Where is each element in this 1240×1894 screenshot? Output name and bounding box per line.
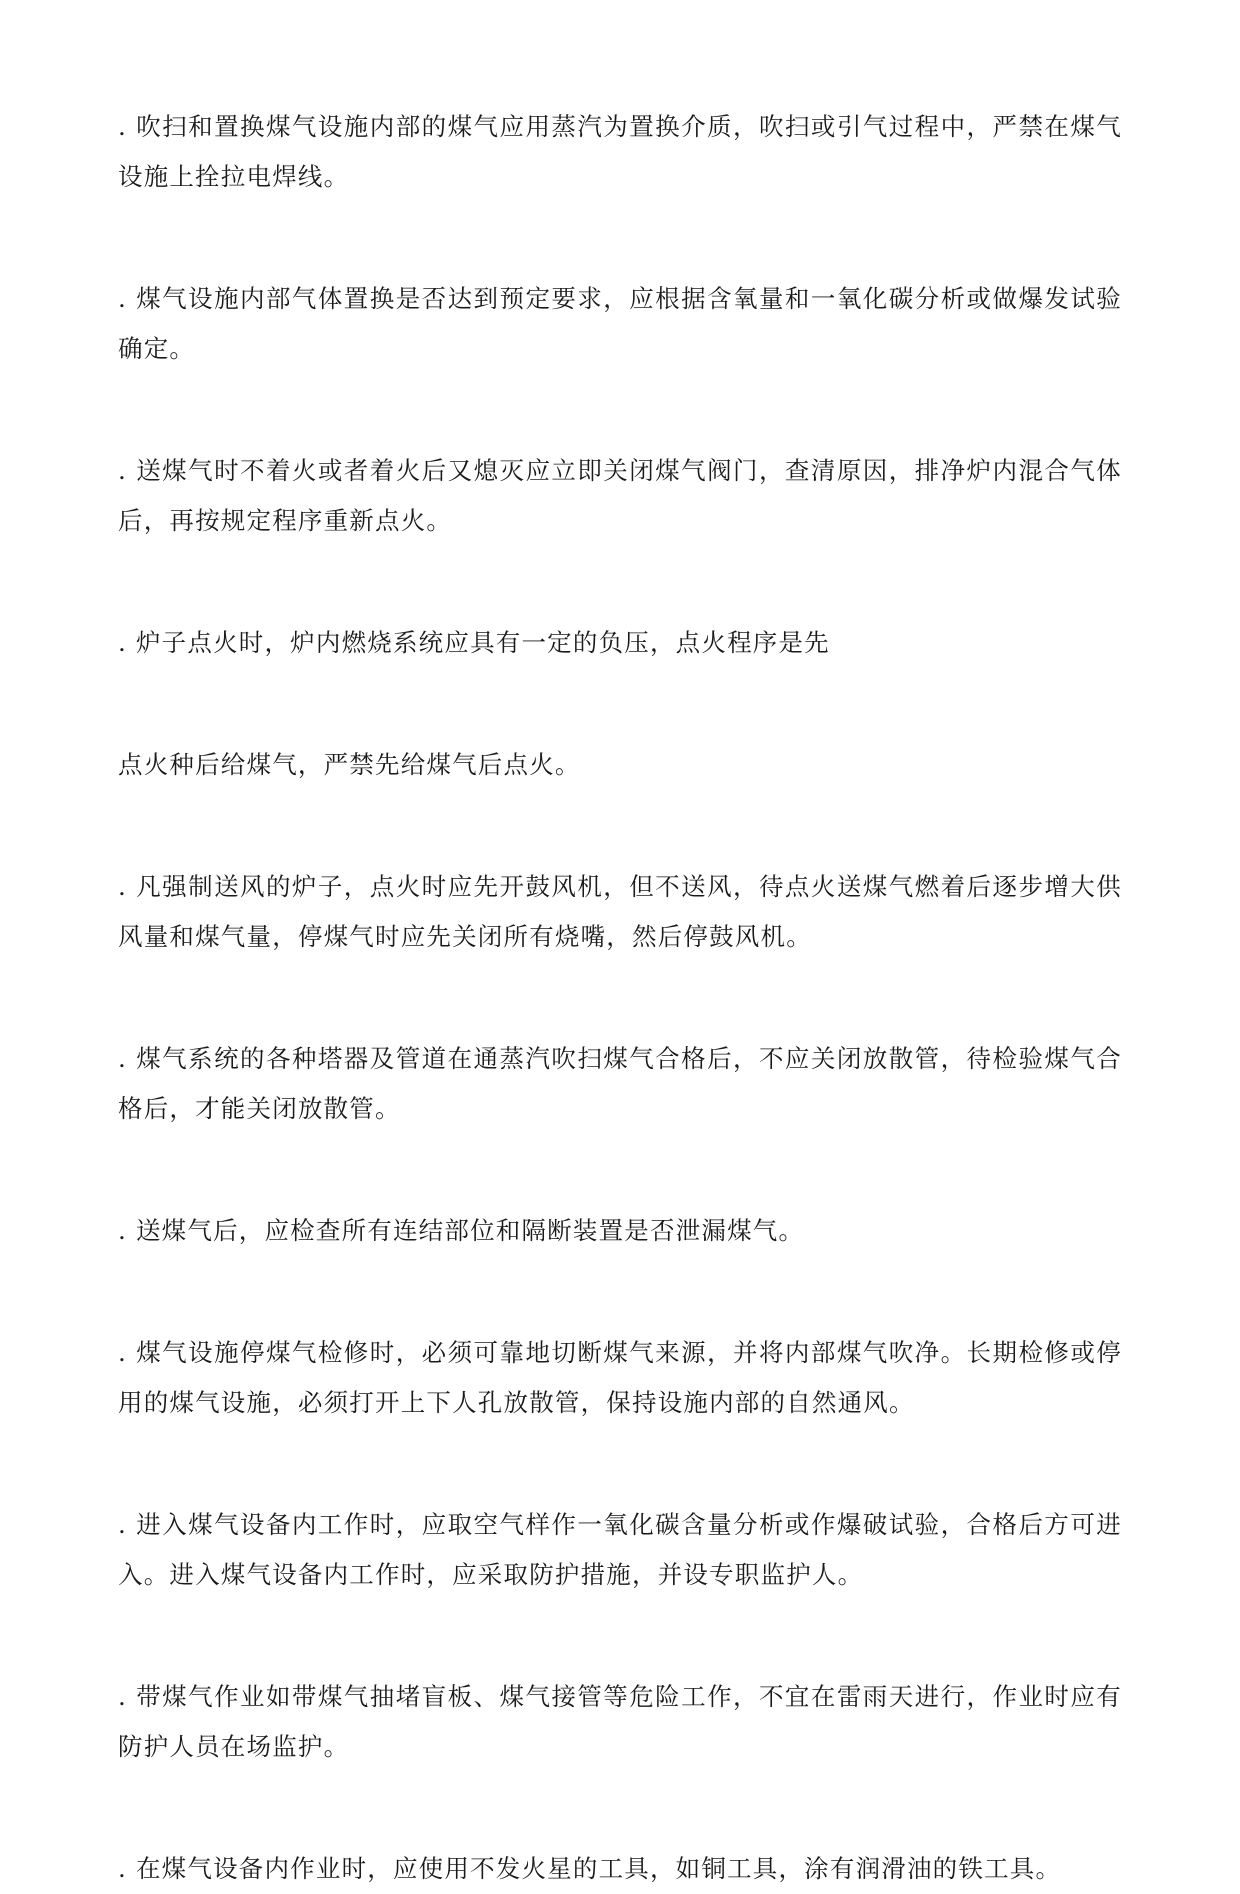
paragraph-purge-replacement: . 吹扫和置换煤气设施内部的煤气应用蒸汽为置换介质，吹扫或引气过程中，严禁在煤气设施上拴拉电焊线。 [118,112,1122,191]
paragraph-maintenance-shutoff: . 煤气设施停煤气检修时，必须可靠地切断煤气来源，并将内部煤气吹净。长期检修或停用的煤气设施，必须打开上下人孔放散管，保持设施内部的自然通风。 [118,1338,1122,1417]
paragraph-non-spark-tools: . 在煤气设备内作业时，应使用不发火星的工具，如铜工具，涂有润滑油的铁工具。 [118,1854,1062,1883]
paragraph-vent-pipes: . 煤气系统的各种塔器及管道在通蒸汽吹扫煤气合格后，不应关闭放散管，待检验煤气合格后，才能关闭放散管。 [118,1044,1122,1123]
paragraph-live-gas-work: . 带煤气作业如带煤气抽堵盲板、煤气接管等危险工作，不宜在雷雨天进行，作业时应有防护人员在场监护。 [118,1682,1122,1761]
paragraph-ignition-failure: . 送煤气时不着火或者着火后又熄灭应立即关闭煤气阀门，查清原因，排净炉内混合气体后，再按规定程序重新点火。 [118,456,1122,535]
paragraph-ignition-order: 点火种后给煤气，严禁先给煤气后点火。 [118,750,581,779]
paragraph-forced-draft: . 凡强制送风的炉子，点火时应先开鼓风机，但不送风，待点火送煤气燃着后逐步增大供风量和煤气量，停煤气时应先关闭所有烧嘴，然后停鼓风机。 [118,872,1122,951]
paragraph-leak-check: . 送煤气后，应检查所有连结部位和隔断装置是否泄漏煤气。 [118,1216,805,1245]
paragraph-entry-safety: . 进入煤气设备内工作时，应取空气样作一氧化碳含量分析或作爆破试验，合格后方可进入。进入煤气设备内工作时，应采取防护措施，并设专职监护人。 [118,1510,1122,1589]
paragraph-gas-replacement-check: . 煤气设施内部气体置换是否达到预定要求，应根据含氧量和一氧化碳分析或做爆发试验确定。 [118,284,1122,363]
paragraph-furnace-ignition: . 炉子点火时，炉内燃烧系统应具有一定的负压，点火程序是先 [118,628,830,657]
